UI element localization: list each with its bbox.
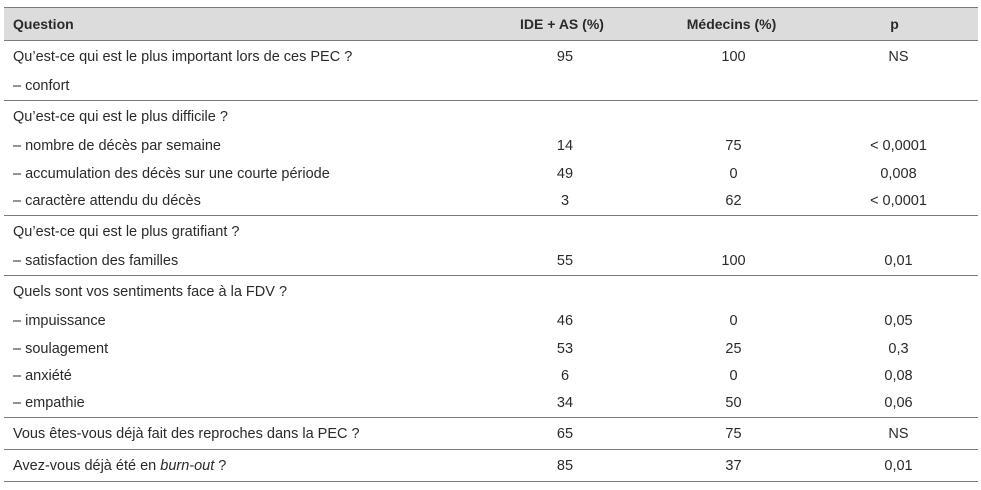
table-row (4, 362, 978, 389)
table-row (4, 160, 978, 187)
table-row (4, 41, 978, 73)
p-cell: 0,01 (811, 450, 978, 482)
p-cell: 0,08 (884, 367, 913, 384)
header-row (4, 8, 978, 41)
question-cell: Qu’est-ce qui est le plus difficile ? (4, 101, 472, 133)
question-cell: Qu’est-ce qui est le plus gratifiant ? (4, 216, 472, 248)
item-cell: – confort (13, 78, 70, 94)
ide-as-cell: 53 (556, 340, 574, 357)
ide-as-cell: 65 (472, 418, 652, 450)
item-cell: – caractère attendu du décès (13, 193, 201, 209)
ide-as-cell: 95 (472, 41, 652, 73)
medecins-cell: 0 (729, 165, 738, 182)
medecins-cell: 100 (652, 41, 811, 73)
table-row (4, 216, 978, 248)
p-cell: < 0,0001 (870, 193, 927, 209)
p-cell: 0,06 (884, 395, 913, 411)
ide-as-cell: 55 (556, 253, 574, 269)
medecins-cell: 75 (725, 138, 742, 154)
medecins-cell: 100 (721, 253, 746, 269)
table-row (4, 307, 978, 335)
ide-as-cell: 3 (560, 193, 570, 209)
medecins-cell: 37 (652, 450, 811, 482)
medecins-cell: 0 (729, 313, 738, 329)
header-ide-as: IDE + AS (%) (472, 8, 652, 41)
table-row (4, 389, 978, 418)
medecins-cell: 62 (725, 193, 742, 209)
p-cell: 0,3 (888, 340, 909, 357)
table-row (4, 418, 978, 450)
question-emphasis: burn-out (160, 457, 215, 474)
p-cell: NS (811, 418, 978, 450)
medecins-cell: 0 (729, 367, 738, 384)
table-row (4, 101, 978, 133)
item-cell: – accumulation des décès sur une courte période (13, 165, 330, 182)
item-cell: – nombre de décès par semaine (13, 138, 221, 154)
ide-as-cell: 34 (556, 395, 574, 411)
p-cell: 0,008 (880, 165, 917, 182)
p-cell: NS (811, 41, 978, 73)
ide-as-cell: 6 (560, 367, 570, 384)
p-cell: 0,05 (884, 313, 913, 329)
p-cell: 0,01 (884, 253, 913, 269)
table-row (4, 450, 978, 482)
header-medecins: Médecins (%) (652, 8, 811, 41)
header-p: p (811, 8, 978, 41)
table-row (4, 132, 978, 160)
results-table (4, 7, 978, 482)
item-cell: – impuissance (13, 313, 106, 329)
ide-as-cell: 49 (556, 165, 574, 182)
question-cell: Quels sont vos sentiments face à la FDV ? (4, 276, 472, 308)
question-cell: Vous êtes-vous déjà fait des reproches dans la PEC ? (4, 418, 472, 450)
question-suffix: ? (214, 457, 227, 474)
medecins-cell: 50 (725, 395, 742, 411)
ide-as-cell: 85 (472, 450, 652, 482)
ide-as-cell: 14 (556, 138, 574, 154)
table-row (4, 335, 978, 362)
header-question: Question (4, 8, 472, 41)
item-cell: – empathie (13, 395, 85, 411)
item-cell: – soulagement (13, 340, 109, 357)
question-cell (4, 450, 472, 482)
table-row (4, 276, 978, 308)
p-cell: < 0,0001 (870, 138, 927, 154)
table-row (4, 187, 978, 216)
table-row (4, 72, 978, 101)
question-prefix: Avez-vous déjà été en (13, 457, 161, 474)
table-row (4, 247, 978, 276)
ide-as-cell: 46 (556, 313, 574, 329)
item-cell: – anxiété (13, 367, 72, 384)
medecins-cell: 25 (725, 340, 742, 357)
item-cell: – satisfaction des familles (13, 253, 179, 269)
medecins-cell: 75 (652, 418, 811, 450)
question-cell: Qu’est-ce qui est le plus important lors de ces PEC ? (4, 41, 472, 73)
